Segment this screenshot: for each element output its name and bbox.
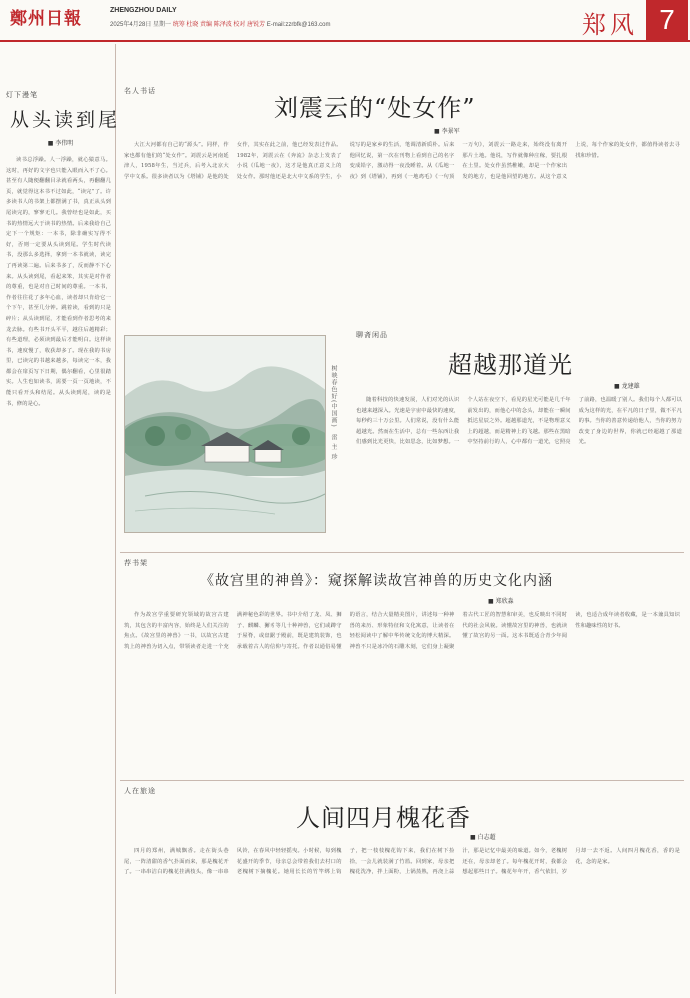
article-title: 从头读到尾 [10, 109, 121, 131]
article-title: 刘震云的“处女作” [274, 94, 476, 122]
article-byline: ■ 郑欣淼 [488, 598, 514, 605]
landscape-painting [124, 335, 326, 533]
email-address: E-mail:zzrbfk@163.com [266, 22, 331, 28]
newspaper-logo-english: ZHENGZHOU DAILY [110, 7, 177, 14]
article-byline: ■ 白志超 [470, 834, 496, 841]
painting-illustration [125, 336, 326, 533]
article-title: 超越那道光 [448, 351, 573, 379]
issue-date: 2025年4月28日 星期一 [110, 22, 172, 28]
article-tag: 人在旅途 [124, 787, 156, 795]
dateline [110, 19, 331, 28]
article-tag: 名人书话 [124, 87, 156, 95]
left-column-article [6, 44, 121, 994]
page-number: 7 [646, 0, 688, 40]
article-body: 大江大河都有自己的“源头”。同样，作家也都有他们的“处女作”。刘震云是河南延津人，1958年生，当过兵，后考入北京大学中文系。很多读者以为《塔铺》是他的处女作，其实在此之前，他已经发表过作品。1982年，刘震云在《奔流》杂志上发表了小说《瓜地一夜》，这才是他真正意义上的处女作。那时他还是北大中文系的学生，小说写的是家乡的生活，笔调清新质朴。后来他回忆说，第一次在刊物上看到自己的名字变成铅字，激动得一夜没睡着。从《瓜地一夜》到《塔铺》，再到《一地鸡毛》《一句顶一万句》，刘震云一路走来，始终没有离开那片土地。他说，写作就像种庄稼，要扎根在土里。处女作虽然稚嫩，却是一个作家出发的地方，也是他回望的地方。从这个意义上说，每个作家的处女作，都值得读者去寻找和珍惜。 [124, 142, 680, 180]
article-body: 作为故宫学重要研究领域的故宫古建筑，其包含的丰富内容，始终是人们关注的焦点。《故宫里的神兽》一书，以故宫古建筑上的神兽为切入点，带领读者走进一个充满神秘色彩的世界。书中介绍了龙、凤、狮子、麒麟、獬豸等几十种神兽，它们或蹲守于屋脊，或盘踞于殿前，既是建筑装饰，也承载着古人的信仰与寄托。作者以通俗易懂的语言，结合大量精美图片，讲述每一种神兽的来历、形象特征和文化寓意，让读者在轻松阅读中了解中华传统文化的博大精深。神兽不只是冰冷的石雕木刻，它们身上凝聚着古代工匠的智慧和审美，也反映出不同时代的社会风貌。读懂故宫里的神兽，也就读懂了故宫的另一面。这本书既适合青少年阅读，也适合成年读者收藏，是一本兼具知识性和趣味性的好书。 [124, 612, 680, 650]
article-body: 四月的郑州，满城飘香。走在街头巷尾，一阵清甜的香气扑面而来，那是槐花开了。一串串洁白的槐花挂满枝头，像一串串风铃，在春风中轻轻摇曳。小时候，每到槐花盛开的季节，母亲总会带着我们去村口的老槐树下摘槐花。她用长长的竹竿绑上钩子，把一枝枝槐花钩下来，我们在树下捡拾，一会儿就装满了竹篮。回到家，母亲把槐花洗净，拌上面粉，上锅蒸熟，再浇上蒜汁，那是记忆中最美的味道。如今，老槐树还在，母亲却老了。每年槐花开时，我都会想起那些日子。槐花年年开，香气依旧，岁月却一去不返。人间四月槐花香，香的是花，念的是家。 [124, 848, 680, 876]
masthead [0, 0, 690, 42]
article-title: 人间四月槐花香 [296, 804, 471, 832]
painting-caption [329, 365, 343, 535]
editor-credits: 统筹 杜晓 责编 陈泽波 校对 唐锐芳 [172, 22, 266, 28]
column-tag: 灯下漫笔 [6, 91, 38, 99]
article-tag: 聊斋闲品 [356, 331, 388, 339]
newspaper-logo: 鄭州日報 [10, 9, 82, 29]
section-divider [120, 552, 684, 553]
section-divider [120, 780, 684, 781]
article-byline: ■ 李景军 [434, 128, 460, 135]
article-tag: 荐书架 [124, 559, 148, 567]
article-body: 随着科技的快速发展，人们对光的认识也越来越深入。光速是宇宙中最快的速度，每秒约三十万公里。人们常说，没有什么能超越光。然而在生活中，总有一些东西让我们感到比光更快，比如思念，比如梦想。一个人站在夜空下，看见的星光可能是几千年前发出的，而他心中的念头，却能在一瞬间抵达星辰之外。超越那道光，不是物理意义上的超越，而是精神上的飞越。那些在黑暗中坚持前行的人，心中都有一道光，它照亮了前路，也温暖了别人。我们每个人都可以成为这样的光，在平凡的日子里，做不平凡的事。当你的善意传递给他人，当你的努力改变了身边的世界，你就已经超越了那道光。 [356, 397, 682, 446]
article-body: 读书总浮躁。人一浮躁，就心猿意马。这时，再好的文字也只能入眼而入不了心。甚至有人随便翻翻目录就看两头，再翻翻几页，就觉得这本书不过如此，“读完”了。许多读书人的书架上都摆满了书，真正从头到尾读完的，寥寥无几。我曾经也是如此，买书的热情远大于读书的热情。后来我给自己定下一个规矩：一本书，除非确实写得不好，否则一定要从头读到尾。学生时代读书，没那么多选择，拿到一本书就读，读完了再读第二遍。后来书多了，反而静不下心来。从头读到尾，看起来笨，其实是对作者的尊重，也是对自己时间的尊重。一本书，作者往往花了多年心血，读者却只肯给它一个下午，甚至几分钟。跳着读，看到的只是碎片；从头读到尾，才能看到作者思考的来龙去脉。有些书开头平平，越往后越精彩；有些道理，必须读到最后才能明白。这样读书，速度慢了，收获却多了。现在我的书房里，已读完的书越来越多，每读完一本，我都会在扉页写下日期，偶尔翻看，心里很踏实。人生也如读书，需要一页一页地读，不能只看开头和结尾。从头读到尾，读的是书，修的是心。 [6, 157, 111, 407]
painting-artist: 雷 主 珍 [330, 433, 337, 461]
article-title: 《故宫里的神兽》：窥探解读故宫神兽的历史文化内涵 [200, 573, 553, 589]
section-name: 郑风 [582, 11, 638, 39]
painting-title: 树映春色好(中国画) [330, 365, 337, 428]
article-byline: ■ 龙建雄 [614, 383, 640, 390]
article-byline: ■ 李伟明 [47, 140, 74, 147]
